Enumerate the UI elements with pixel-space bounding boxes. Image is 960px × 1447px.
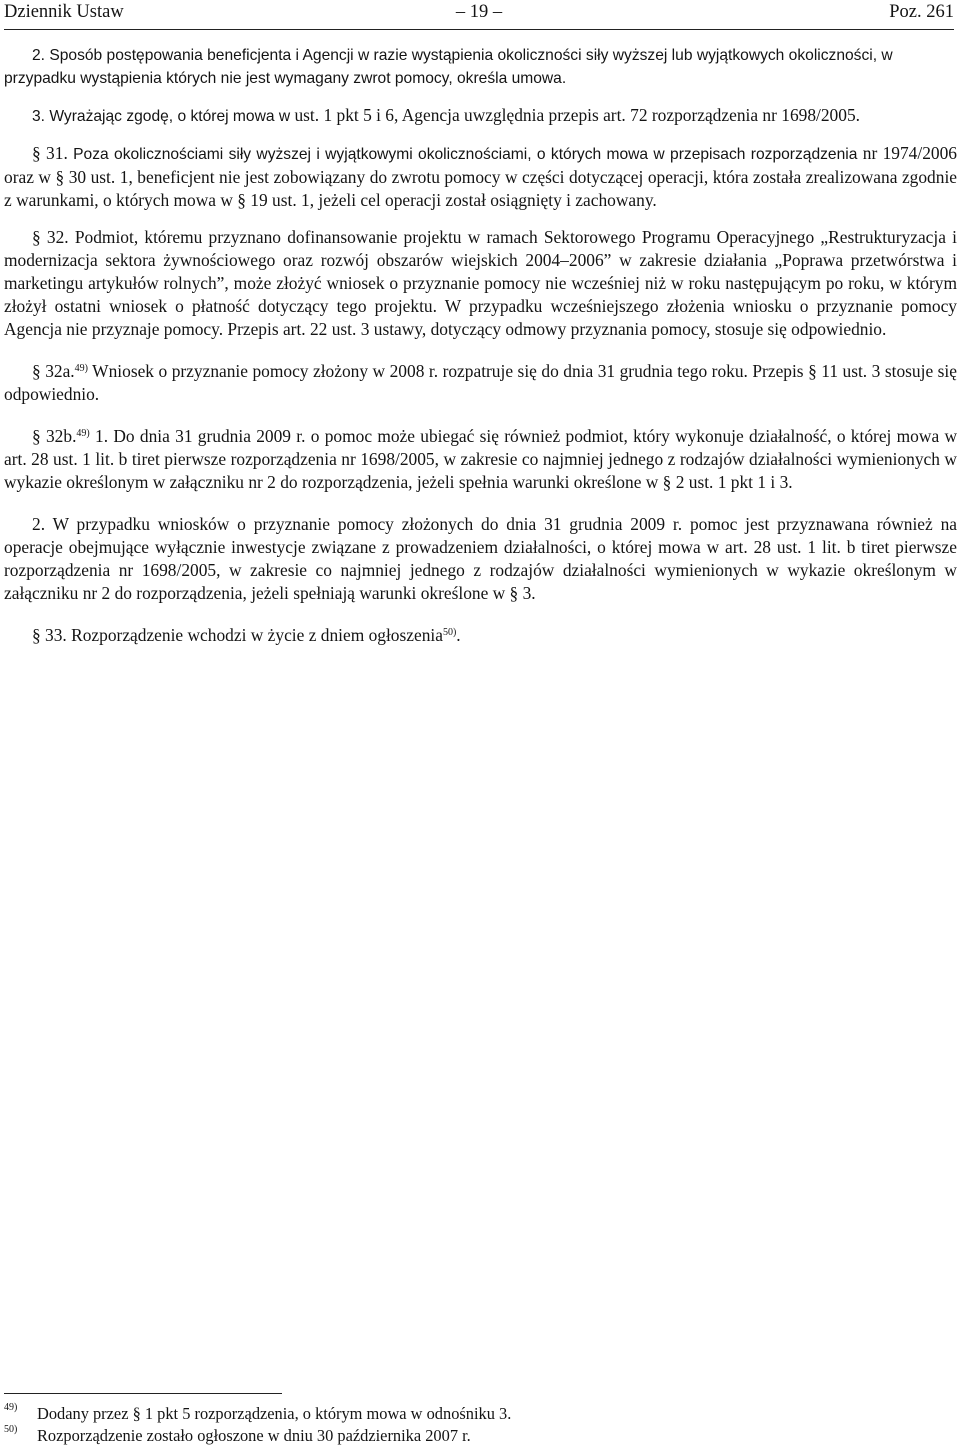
footnote-rule (4, 1393, 282, 1394)
footnotes (4, 1403, 954, 1447)
page-number: – 19 – (455, 2, 503, 22)
footnote-ref-50: 50) (442, 627, 457, 638)
footnote-50 (4, 1425, 954, 1447)
paragraph-3-sans-part: 3. Wyrażając zgodę, o której mowa w (32, 108, 295, 125)
section-31-rest: nr 1974/2006 oraz w § 30 ust. 1, beneficjent nie jest zobowiązany do zwrotu pomocy w części dotyczącej operacji, która została zrealizowana zgodnie z warunkami, o których mowa w § 19 ust. 1, jeżeli cel operacji został osiągnięty i zachowany. (4, 143, 957, 210)
footnote-mark: 50) (4, 1424, 18, 1435)
section-32b-paragraph-2: 2. W przypadku wniosków o przyznanie pomocy złożonych do dnia 31 grudnia 2009 r. pomoc jest przyznawana również na operacje obejmujące wyłącznie inwestycje związane z prowadzeniem działalności, o której mowa w art. 28 ust. 1 lit. b tiret pierwsze rozporządzenia nr 1698/2005, w zakresie co najmniej jednego z rodzajów działalności wymienionych w wykazie określonym w załączniku nr 2 do rozporządzenia, jeżeli spełniają warunki określone w § 3. (4, 514, 957, 603)
section-31 (4, 142, 957, 212)
section-33 (4, 624, 957, 647)
section-31-sans-part: Poza okolicznościami siły wyższej i wyjątkowymi okolicznościami, o których mowa w przepisach rozporządzenia (73, 146, 863, 163)
section-32b-number: § 32b. (32, 426, 77, 446)
journal-name: Dziennik Ustaw (4, 2, 124, 22)
section-31-number: § 31. (32, 143, 74, 163)
paragraph-2: 2. Sposób postępowania beneficjenta i Agencji w razie wystąpienia okoliczności siły wyższej lub wyjątkowych okoliczności, w przypadku wystąpienia których nie jest wymagany zwrot pomocy, określa umowa. (4, 47, 893, 87)
footnote-text: Dodany przez § 1 pkt 5 rozporządzenia, o którym mowa w odnośniku 3. (37, 1404, 512, 1423)
footnote-text: Rozporządzenie zostało ogłoszone w dniu 30 października 2007 r. (37, 1426, 471, 1445)
section-32a-text: Wniosek o przyznanie pomocy złożony w 2008 r. rozpatruje się do dnia 31 grudnia tego roku. Przepis § 11 ust. 3 stosuje się odpowiednio. (4, 361, 957, 404)
item-position: Poz. 261 (889, 2, 954, 22)
section-33-end: . (456, 625, 461, 645)
footnote-mark: 49) (4, 1402, 18, 1413)
header-rule (4, 29, 954, 30)
section-33-text: § 33. Rozporządzenie wchodzi w życie z dniem ogłoszenia (32, 625, 443, 645)
paragraph-3 (4, 104, 957, 128)
footnote-ref-49: 49) (74, 363, 88, 374)
document-body (4, 44, 957, 647)
page-header (4, 0, 954, 26)
footnote-49 (4, 1403, 954, 1425)
section-32: § 32. Podmiot, któremu przyznano dofinansowanie projektu w ramach Sektorowego Programu Operacyjnego „Restrukturyzacja i modernizacja sektora żywnościowego oraz rozwój obszarów wiejskich 2004–2006” w zakresie działania „Poprawa przetwórstwa i marketingu artykułów rolnych”, może złożyć wniosek o przyznanie pomocy nie wcześniej niż w roku następującym po roku, w którym złożył ostatni wniosek o płatność dotyczący tego projektu. W przypadku wcześniejszego złożenia wniosku o przyznanie pomocy Agencja nie przyznaje pomocy. Przepis art. 22 ust. 3 ustawy, dotyczący odmowy przyznania pomocy, stosuje się odpowiednio. (4, 227, 957, 339)
paragraph-3-serif-part: ust. 1 pkt 5 i 6, Agencja uwzględnia przepis art. 72 rozporządzenia nr 1698/2005. (294, 105, 860, 125)
footnote-ref-49: 49) (76, 428, 90, 439)
section-32a-number: § 32a. (32, 361, 75, 381)
section-32a (4, 360, 957, 406)
section-32b-text: 1. Do dnia 31 grudnia 2009 r. o pomoc może ubiegać się również podmiot, który wykonuje działalność, o której mowa w art. 28 ust. 1 lit. b tiret pierwsze rozporządzenia nr 1698/2005, w zakresie co najmniej jednego z rodzajów działalności wymienionych w wykazie określonym w załączniku nr 2 do rozporządzenia, jeżeli spełnia warunki określone w § 2 ust. 1 pkt 1 i 3. (4, 426, 957, 492)
section-32b (4, 425, 957, 494)
